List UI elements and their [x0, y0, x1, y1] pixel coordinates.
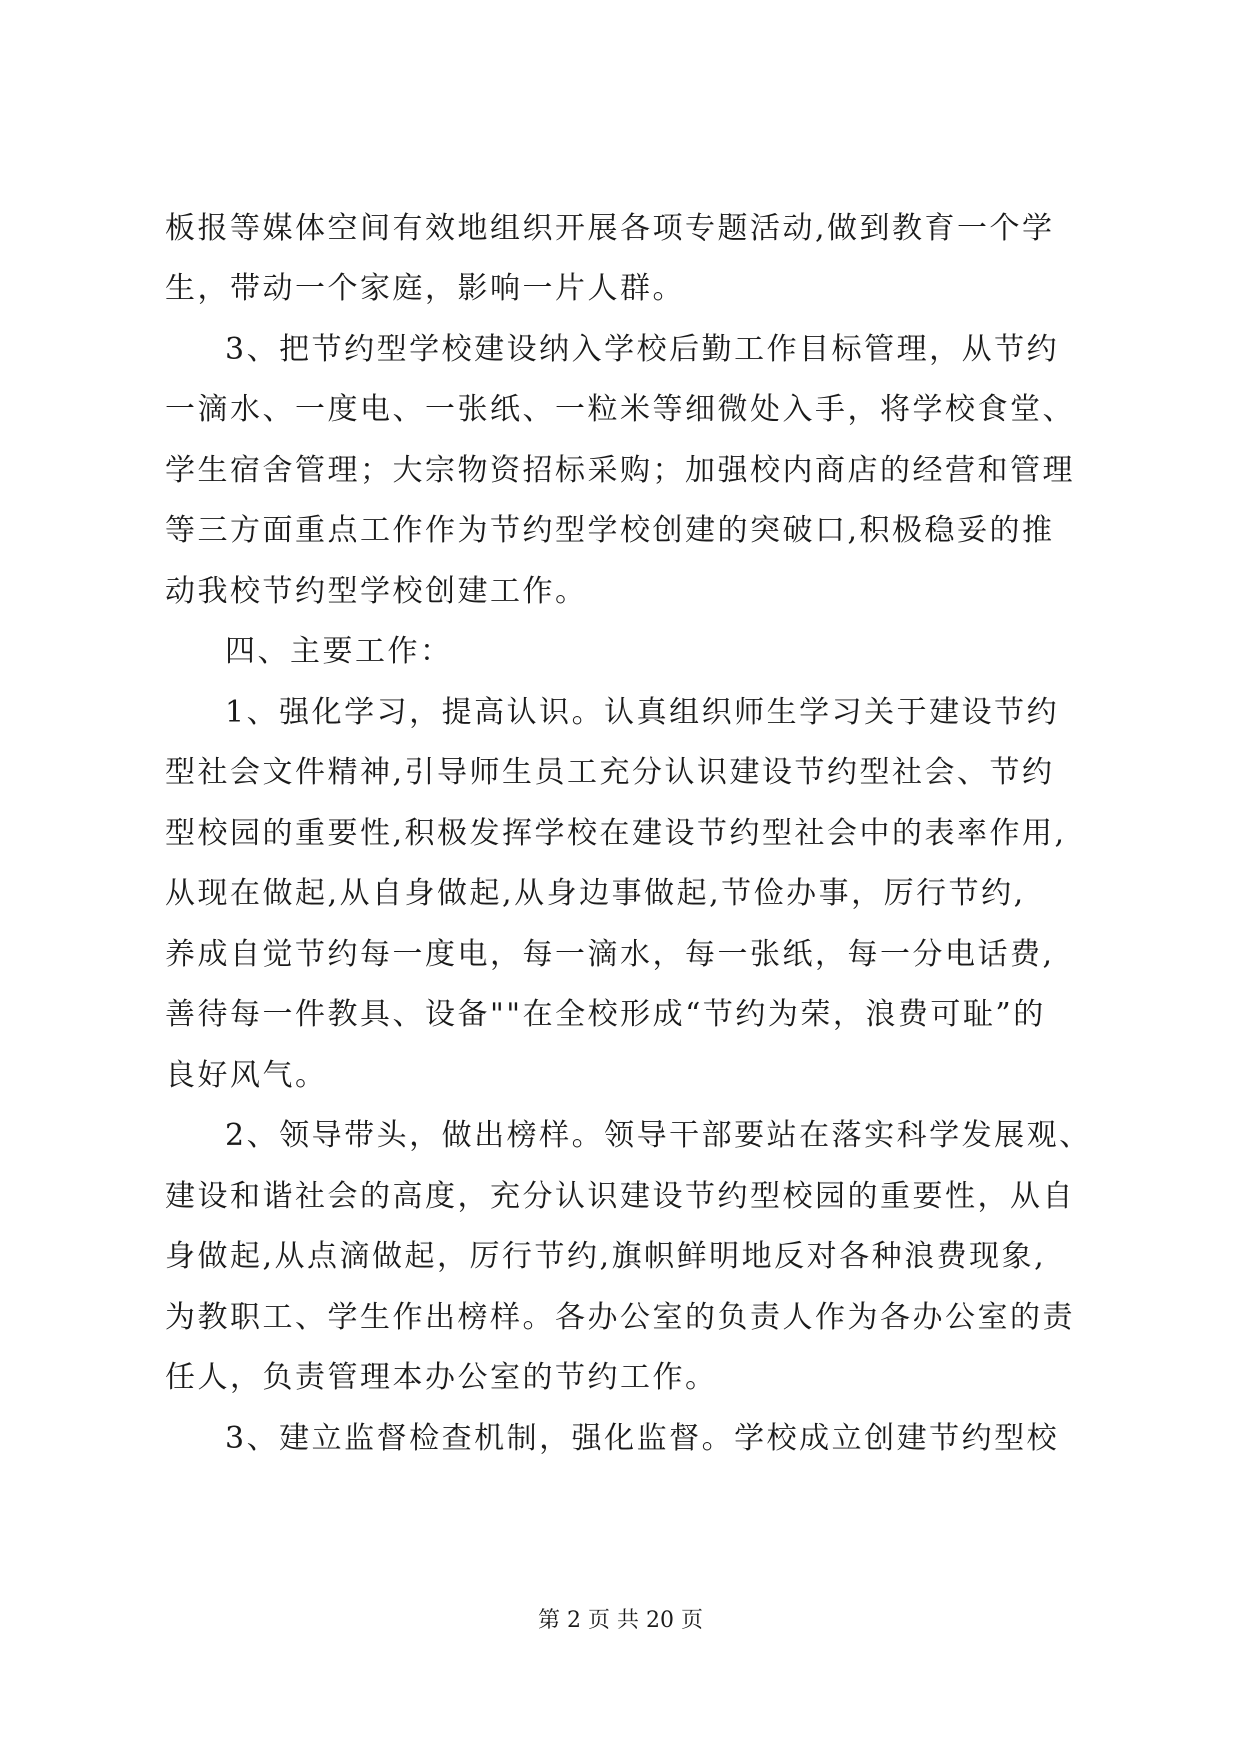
page-number-footer: 第 2 页 共 20 页: [538, 1608, 703, 1633]
paragraph-line: 动我校节约型学校创建工作。: [165, 574, 588, 609]
paragraph-line: 2、领导带头，做出榜样。领导干部要站在落实科学发展观、: [225, 1118, 1092, 1153]
paragraph-line: 3、建立监督检查机制，强化监督。学校成立创建节约型校: [225, 1421, 1060, 1456]
paragraph-line: 一滴水、一度电、一张纸、一粒米等细微处入手，将学校食堂、: [165, 392, 1075, 427]
paragraph-line: 任人，负责管理本办公室的节约工作。: [165, 1360, 718, 1395]
paragraph-line: 型社会文件精神,引导师生员工充分认识建设节约型社会、节约: [165, 755, 1055, 790]
paragraph-line: 良好风气。: [165, 1058, 328, 1093]
paragraph-line: 为教职工、学生作出榜样。各办公室的负责人作为各办公室的责: [165, 1300, 1075, 1335]
paragraph-line: 从现在做起,从自身做起,从身边事做起,节俭办事，厉行节约,: [165, 876, 1026, 911]
paragraph-line: 板报等媒体空间有效地组织开展各项专题活动,做到教育一个学: [165, 211, 1055, 246]
paragraph-line: 身做起,从点滴做起，厉行节约,旗帜鲜明地反对各种浪费现象,: [165, 1239, 1047, 1274]
paragraph-line: 学生宿舍管理；大宗物资招标采购；加强校内商店的经营和管理: [165, 453, 1075, 488]
paragraph-line: 3、把节约型学校建设纳入学校后勤工作目标管理，从节约: [225, 332, 1060, 367]
section-heading: 四、主要工作：: [225, 634, 453, 669]
paragraph-line: 生，带动一个家庭，影响一片人群。: [165, 271, 685, 306]
paragraph-line: 1、强化学习，提高认识。认真组织师生学习关于建设节约: [225, 695, 1060, 730]
paragraph-line: 等三方面重点工作作为节约型学校创建的突破口,积极稳妥的推: [165, 513, 1055, 548]
paragraph-line: 建设和谐社会的高度，充分认识建设节约型校园的重要性，从自: [165, 1179, 1075, 1214]
paragraph-line: 养成自觉节约每一度电，每一滴水，每一张纸，每一分电话费,: [165, 937, 1055, 972]
paragraph-line: 型校园的重要性,积极发挥学校在建设节约型社会中的表率作用,: [165, 816, 1067, 851]
paragraph-line: 善待每一件教具、设备""在全校形成“节约为荣，浪费可耻”的: [165, 997, 1046, 1032]
